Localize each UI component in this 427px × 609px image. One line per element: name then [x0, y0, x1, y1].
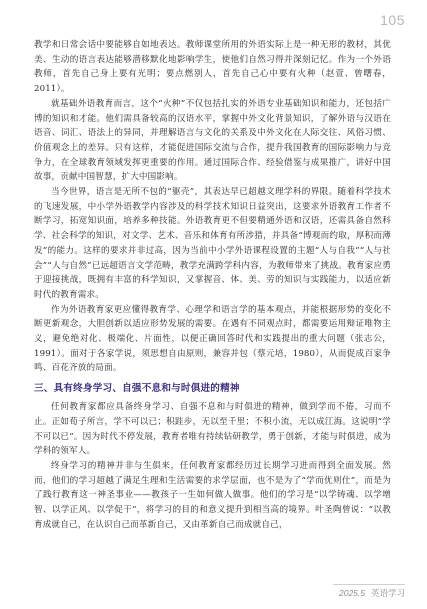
- page-footer: [339, 587, 405, 599]
- body-paragraph: 就基础外语教育而言，这个“火种”不仅包括扎实的外语专业基础知识和能力，还包括广博的知识和才能。他们需具备较高的汉语水平，掌握中外文化背景知识，了解外语与汉语在语音、词汇、语法上的异同，并理解语言与文化的关系及中外文化在人际交往、风俗习惯、价值观念上的差异。只有这样，才能促进国际交流与合作，提升我国教育的国际影响力与竞争力，在全球教育领域发挥更重要的作用。通过国际合作、经验借鉴与成果推广，讲好中国故事，贡献中国智慧，扩大中国影响。: [34, 98, 391, 183]
- body-paragraph: 终身学习的精神并非与生俱来，任何教育家都经历过长期学习进而得到全面发展。然而，他们的学习超越了满足生理和生活需要的求学层面，也不是为了“学而优则仕”，而是为了践行教育这一神圣事业——教孩子一生如何做人做事。他们的学习是“以学铸魂、以学增智、以学正风、以学促干”，将学习的目的和意义提升到相当高的境界。叶圣陶曾说：“以教育成就自己，在认识自己而革新自己，又由革新自己而成就自己，: [34, 460, 391, 530]
- footer-divider: [333, 584, 405, 585]
- page-number: 105: [380, 12, 405, 28]
- body-paragraph: 任何教育家都应具备终身学习、自强不息和与时俱进的精神，做到学而不倦，习而不止。正如荀子所言，学不可以已；积跬步，无以至千里；不积小流，无以成江海。这说明“学不可以已”。因为时代不停发展，教育者唯有持续钻研教学，勇于创新，才能与时俱进，成为学科的领军人。: [34, 402, 391, 457]
- body-paragraph: 作为外语教育家更应懂得教育学、心理学和语言学的基本观点，并能根据形势的变化不断更新观念，大胆创新以适应形势发展的需要。在遇有不同观点时，都需要运用辩证唯物主义，避免绝对化、极端化、片面性，以便正确回答时代和实践提出的重大问题（张志公，1991）。面对于各家学说，须思想自由原则，兼容并包（蔡元培，1980），从而促成百家争鸣、百花齐放的局面。: [34, 304, 391, 374]
- section-heading: 三、具有终身学习、自强不息和与时俱进的精神: [34, 383, 240, 395]
- article-body: [34, 38, 391, 533]
- body-paragraph: 当今世界，语言是无所不包的“躯壳”，其表达早已超越文理学科的界限。随着科学技术的飞速发展，中小学外语教学内容涉及的科学技术知识日益突出，这要求外语教育工作者不断学习，拓宽知识面，培养多种技能。外语教育更不但要精通外语和汉语，还需具备自然科学、社会科学的知识，对文学、艺术、音乐和体育有所涉猎，并具备“博观而约取，厚积而薄发”的能力。这样的要求并非过高，因为当前中小学外语课程设置的主题“人与自我”“人与社会”“人与自然”已远超语言文学范畴，教学充满跨学科内容，为教师带来了挑战。教育家应勇于迎接挑战，既拥有丰富的科学知识，又掌握音、体、美、劳的知识与实践能力，以适应新时代的教育需求。: [34, 187, 391, 300]
- body-paragraph: 教学和日常会话中要能够自如地表达。教师课堂所用的外语实际上是一种无形的教材，其优美、生动的语言表达能够潜移默化地影响学生，使他们自然习得并深刻记忆。作为一个外语教师，首先自己身上要有光明；要点燃别人，首先自己心中要有火种（赵萱、曾曙春，2011）。: [34, 40, 391, 95]
- issue-number: 2025.5: [338, 588, 365, 598]
- journal-name: 英语学习: [370, 588, 405, 598]
